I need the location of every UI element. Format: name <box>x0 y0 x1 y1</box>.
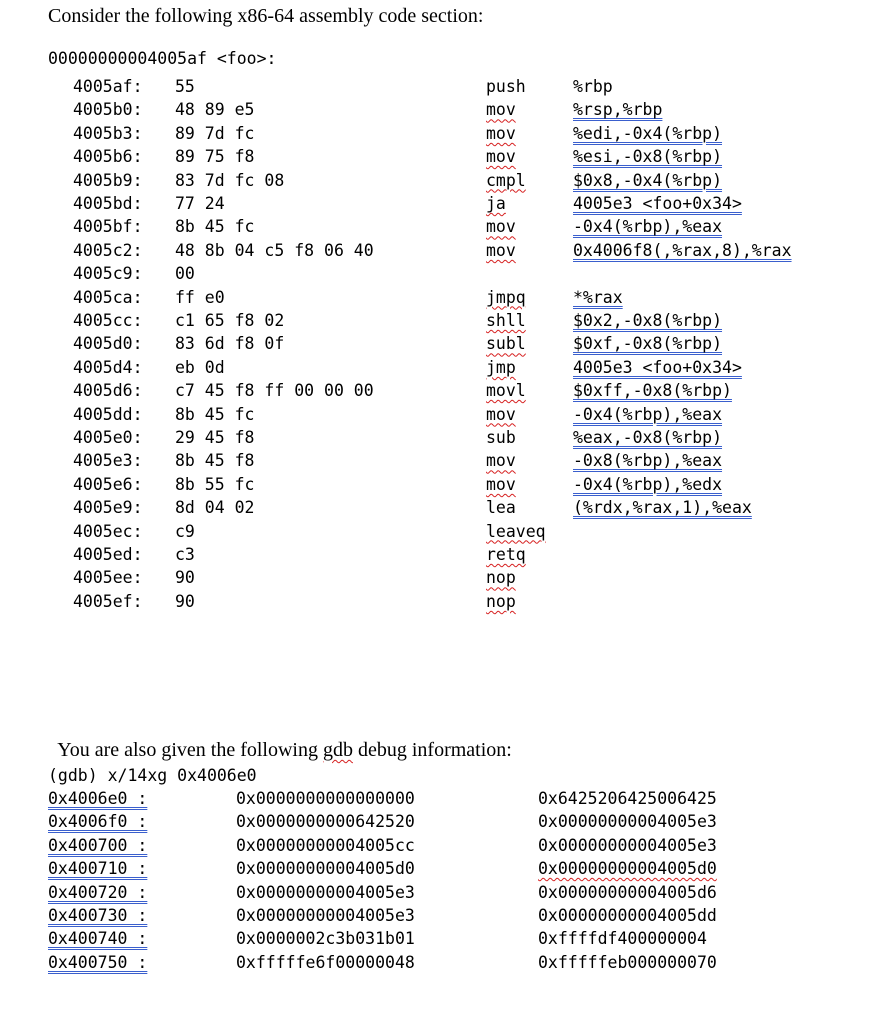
asm-operands: *%rax <box>573 287 623 307</box>
asm-bytes: 55 <box>175 77 195 96</box>
asm-operands: %esi,-0x8(%rbp) <box>573 147 723 167</box>
asm-bytes: eb 0d <box>175 357 225 377</box>
asm-operands: 0x4006f8(,%rax,8),%rax <box>573 240 792 260</box>
asm-bytes: 8d 04 02 <box>175 498 255 518</box>
asm-address: 4005b3: <box>73 123 143 143</box>
asm-operands: 4005e3 <foo+0x34> <box>573 194 742 213</box>
asm-operands: -0x4(%rbp),%edx <box>573 474 723 494</box>
asm-opcode: cmpl <box>486 170 526 190</box>
asm-bytes: 00 <box>175 264 195 284</box>
gdb-address: 0x400740 : <box>48 929 148 949</box>
asm-operands: $0xff,-0x8(%rbp) <box>573 381 732 401</box>
asm-opcode: mov <box>486 123 516 143</box>
asm-bytes: 8b 45 fc <box>175 217 255 237</box>
asm-address: 4005b0: <box>73 100 143 120</box>
gdb-address: 0x4006f0 : <box>48 812 148 832</box>
gdb-address: 0x400700 : <box>48 835 148 855</box>
asm-opcode: mov <box>486 240 516 260</box>
asm-address: 4005b6: <box>73 147 143 167</box>
asm-opcode: movl <box>486 381 526 401</box>
asm-bytes: c3 <box>175 545 195 564</box>
asm-address: 4005e0: <box>73 428 143 447</box>
gdb-value: 0xfffffeb000000070 <box>538 952 717 972</box>
asm-bytes: c7 45 f8 ff 00 00 00 <box>175 381 374 401</box>
asm-opcode: jmpq <box>486 287 526 307</box>
gdb-value: 0x00000000004005cc <box>236 835 415 855</box>
asm-opcode: ja <box>486 194 506 213</box>
asm-opcode: mov <box>486 451 516 471</box>
asm-opcode: retq <box>486 545 526 564</box>
asm-bytes: 90 <box>175 568 195 588</box>
asm-bytes: 8b 45 fc <box>175 404 255 424</box>
asm-bytes: 8b 45 f8 <box>175 451 255 471</box>
asm-operands: $0x8,-0x4(%rbp) <box>573 170 723 190</box>
asm-opcode: nop <box>486 568 516 588</box>
asm-operands: %edi,-0x4(%rbp) <box>573 123 723 143</box>
asm-address: 4005e6: <box>73 474 143 494</box>
gdb-value: 0x00000000004005e3 <box>236 906 415 925</box>
asm-opcode: shll <box>486 311 526 330</box>
asm-address: 4005ee: <box>73 568 143 588</box>
asm-operands: (%rdx,%rax,1),%eax <box>573 498 752 518</box>
asm-bytes: 83 6d f8 0f <box>175 334 285 354</box>
gdb-value: 0x0000000000000000 <box>236 789 415 808</box>
asm-address: 4005e9: <box>73 498 143 518</box>
asm-operands: %rsp,%rbp <box>573 100 663 120</box>
asm-opcode: mov <box>486 474 516 494</box>
gdb-address: 0x400720 : <box>48 882 148 902</box>
asm-address: 4005cc: <box>73 311 143 330</box>
gdb-value: 0xfffffe6f00000048 <box>236 952 415 972</box>
asm-address: 4005d4: <box>73 357 143 377</box>
asm-bytes: ff e0 <box>175 287 225 307</box>
asm-operands: 4005e3 <foo+0x34> <box>573 357 742 377</box>
asm-address: 4005bf: <box>73 217 143 237</box>
asm-operands: %rbp <box>573 77 613 96</box>
asm-operands: $0x2,-0x8(%rbp) <box>573 311 723 330</box>
gdb-value: 0x0000000000642520 <box>236 812 415 832</box>
intro-text: Consider the following x86-64 assembly code section: <box>48 5 484 27</box>
function-header: 00000000004005af <foo>: <box>48 49 277 68</box>
asm-opcode: leaveq <box>486 521 546 541</box>
asm-address: 4005bd: <box>73 194 143 213</box>
asm-opcode: mov <box>486 404 516 424</box>
asm-operands: -0x4(%rbp),%eax <box>573 404 723 424</box>
asm-address: 4005ef: <box>73 591 143 611</box>
asm-bytes: 89 75 f8 <box>175 147 255 167</box>
asm-operands: -0x8(%rbp),%eax <box>573 451 723 471</box>
gdb-address: 0x4006e0 : <box>48 789 148 808</box>
asm-operands: %eax,-0x8(%rbp) <box>573 428 723 447</box>
asm-opcode: lea <box>486 498 516 518</box>
gdb-value: 0xffffdf400000004 <box>538 929 707 949</box>
asm-address: 4005dd: <box>73 404 143 424</box>
gdb-value: 0x00000000004005e3 <box>538 835 717 855</box>
asm-address: 4005c9: <box>73 264 143 284</box>
asm-address: 4005c2: <box>73 240 143 260</box>
gdb-value: 0x00000000004005d6 <box>538 882 717 902</box>
asm-opcode: mov <box>486 217 516 237</box>
asm-bytes: 29 45 f8 <box>175 428 255 447</box>
asm-bytes: c9 <box>175 521 195 541</box>
asm-address: 4005b9: <box>73 170 143 190</box>
gdb-value: 0x00000000004005d0 <box>236 859 415 879</box>
asm-bytes: 48 89 e5 <box>175 100 255 120</box>
asm-bytes: 77 24 <box>175 194 225 213</box>
asm-opcode: sub <box>486 428 516 447</box>
asm-operands: -0x4(%rbp),%eax <box>573 217 723 237</box>
asm-address: 4005e3: <box>73 451 143 471</box>
gdb-intro-text <box>48 716 512 762</box>
asm-bytes: c1 65 f8 02 <box>175 311 285 330</box>
gdb-value: 0x6425206425006425 <box>538 789 717 808</box>
gdb-address: 0x400750 : <box>48 952 148 972</box>
gdb-value: 0x00000000004005e3 <box>538 812 717 832</box>
asm-bytes: 83 7d fc 08 <box>175 170 285 190</box>
asm-bytes: 8b 55 fc <box>175 474 255 494</box>
asm-address: 4005d0: <box>73 334 143 354</box>
asm-bytes: 90 <box>175 591 195 611</box>
gdb-address: 0x400710 : <box>48 859 148 879</box>
asm-address: 4005ca: <box>73 287 143 307</box>
gdb-address: 0x400730 : <box>48 906 148 925</box>
asm-opcode: mov <box>486 100 516 120</box>
asm-opcode: subl <box>486 334 526 354</box>
gdb-intro-label: You are also given the following gdb debug information: <box>57 739 512 761</box>
asm-opcode: mov <box>486 147 516 167</box>
asm-address: 4005ec: <box>73 521 143 541</box>
gdb-value: 0x00000000004005dd <box>538 906 717 925</box>
asm-opcode: jmp <box>486 357 516 377</box>
asm-opcode: nop <box>486 591 516 611</box>
asm-address: 4005ed: <box>73 545 143 564</box>
asm-address: 4005af: <box>73 77 143 96</box>
gdb-value: 0x00000000004005d0 <box>538 859 717 879</box>
asm-operands: $0xf,-0x8(%rbp) <box>573 334 723 354</box>
asm-opcode: push <box>486 77 526 96</box>
gdb-value: 0x00000000004005e3 <box>236 882 415 902</box>
asm-bytes: 48 8b 04 c5 f8 06 40 <box>175 240 374 260</box>
asm-bytes: 89 7d fc <box>175 123 255 143</box>
gdb-command: (gdb) x/14xg 0x4006e0 <box>48 766 257 785</box>
gdb-value: 0x0000002c3b031b01 <box>236 929 415 949</box>
asm-address: 4005d6: <box>73 381 143 401</box>
